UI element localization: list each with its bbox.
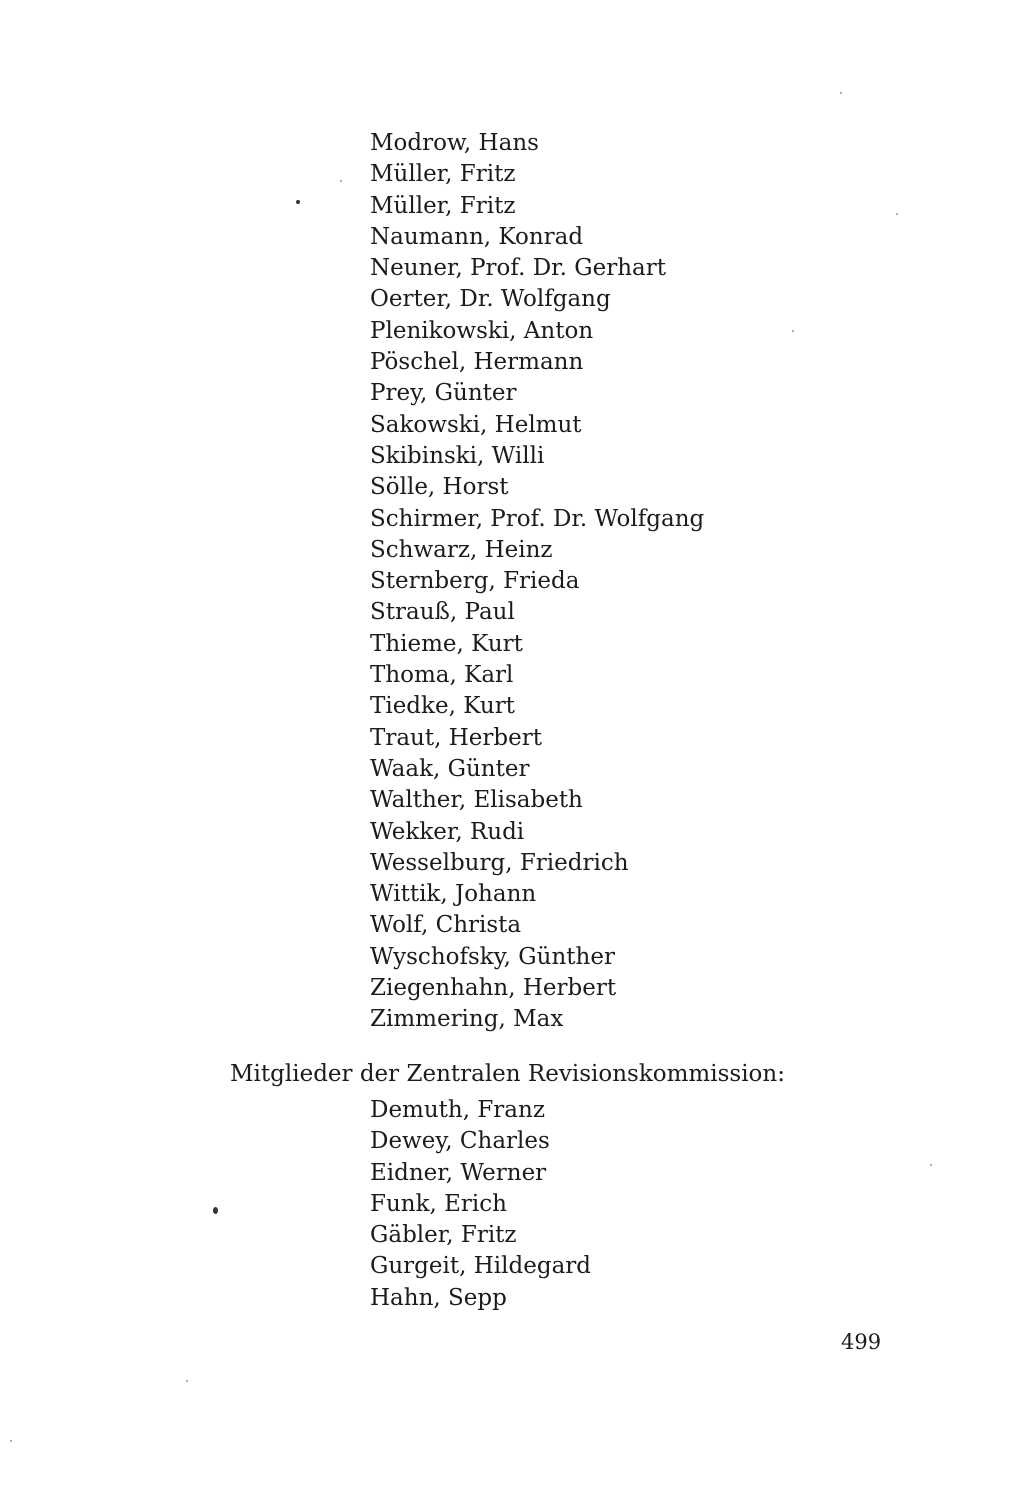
scan-speck [10,1440,12,1442]
scan-speck [896,213,898,215]
list-item: Gäbler, Fritz [370,1222,517,1249]
scan-speck [792,330,794,332]
revision-commission-list [370,1095,591,1314]
scan-speck [840,92,842,94]
list-item: Modrow, Hans [370,130,539,156]
list-item: Walther, Elisabeth [370,787,583,814]
list-item: Oerter, Dr. Wolfgang [370,286,611,313]
list-item: Zimmering, Max [370,1006,564,1033]
list-item: Wittik, Johann [370,881,537,908]
section-heading: Mitglieder der Zentralen Revisionskommission: [230,1061,785,1087]
page-number: 499 [841,1330,882,1354]
list-item: Prey, Günter [370,380,517,407]
list-item: Sakowski, Helmut [370,411,582,438]
scan-speck [930,1164,932,1166]
list-item: Strauß, Paul [370,599,515,626]
list-item: Tiedke, Kurt [370,693,515,720]
scan-speck [340,180,342,182]
list-item: Funk, Erich [370,1190,507,1217]
list-item: Dewey, Charles [370,1128,550,1155]
list-item: Müller, Fritz [370,161,516,188]
list-item: Thoma, Karl [370,662,514,689]
list-item: Müller, Fritz [370,192,516,219]
list-item: Skibinski, Willi [370,442,545,469]
member-list [370,128,704,1036]
list-item: Eidner, Werner [370,1159,547,1186]
scan-speck [186,1380,188,1382]
list-item: Gurgeit, Hildegard [370,1253,591,1280]
list-item: Wolf, Christa [370,912,522,939]
list-item: Thieme, Kurt [370,630,523,657]
scan-speck [213,1207,218,1214]
list-item: Waak, Günter [370,755,530,782]
list-item: Naumann, Konrad [370,223,584,250]
list-item: Sölle, Horst [370,474,509,501]
list-item: Plenikowski, Anton [370,317,594,344]
list-item: Wekker, Rudi [370,818,525,845]
list-item: Sternberg, Frieda [370,568,580,595]
list-item: Neuner, Prof. Dr. Gerhart [370,255,666,282]
list-item: Pöschel, Hermann [370,349,584,376]
list-item: Schwarz, Heinz [370,536,553,563]
list-item: Ziegenhahn, Herbert [370,975,617,1002]
list-item: Wyschofsky, Günther [370,943,615,970]
scan-speck [296,200,300,204]
list-item: Hahn, Sepp [370,1284,507,1311]
list-item: Schirmer, Prof. Dr. Wolfgang [370,505,705,532]
list-item: Demuth, Franz [370,1097,545,1123]
list-item: Traut, Herbert [370,724,542,751]
list-item: Wesselburg, Friedrich [370,849,629,876]
